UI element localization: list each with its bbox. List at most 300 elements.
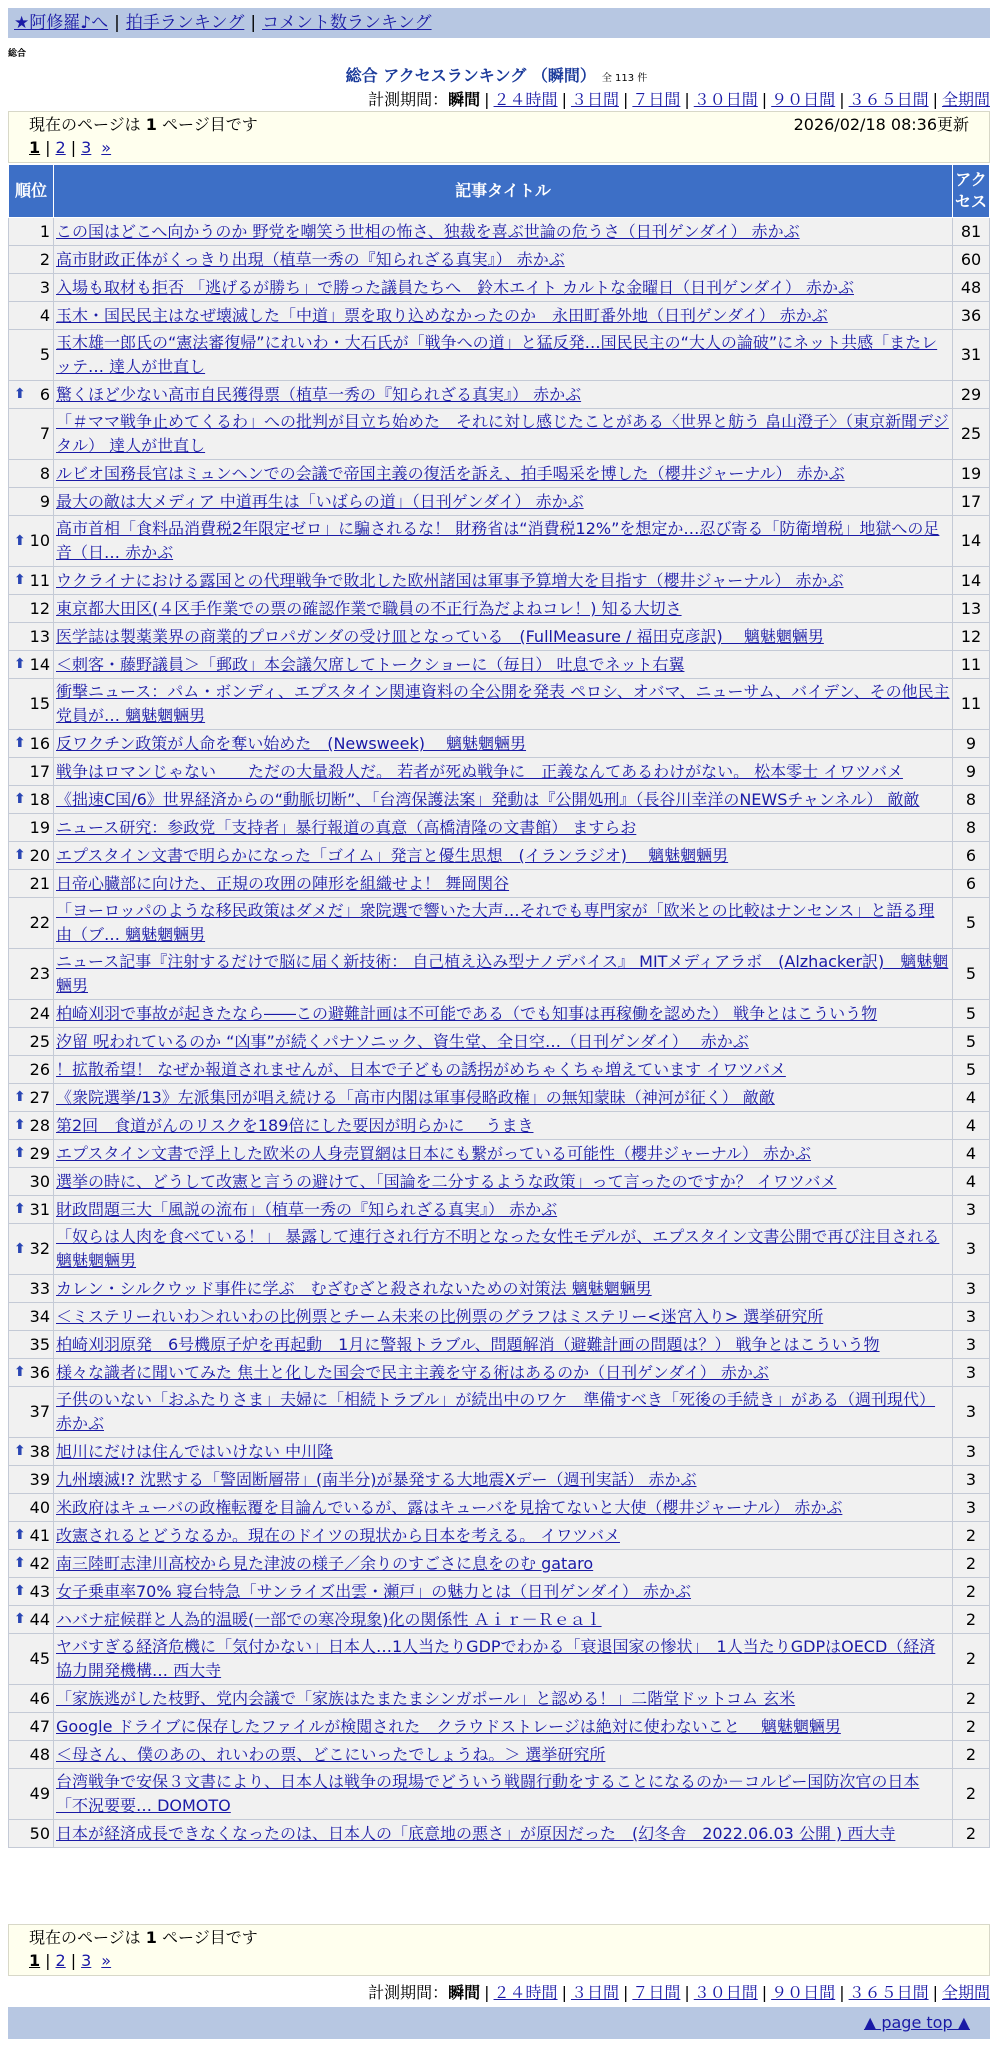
- rank-number: 35: [29, 1335, 50, 1354]
- period-current: 瞬間: [448, 1983, 481, 2002]
- rank-number: 1: [39, 222, 50, 241]
- table-row: [9, 898, 990, 949]
- rank-cell: [9, 1196, 54, 1224]
- period-3d[interactable]: ３日間: [570, 1983, 619, 2002]
- table-row: [9, 1275, 990, 1303]
- article-link[interactable]: 柏崎刈羽原発 6号機原子炉を再起動 1月に警報トラブル、問題解消（避難計画の問題は？） 戦争とはこういう物: [56, 1335, 880, 1354]
- rank-number: 23: [29, 964, 50, 983]
- page-top-link[interactable]: ▲ page top ▲: [863, 2013, 970, 2032]
- article-link[interactable]: ＜ミステリーれいわ＞れいわの比例票とチーム未来の比例票のグラフはミステリー<迷宮入り> 選挙研究所: [56, 1307, 824, 1326]
- title-cell: [54, 758, 953, 786]
- article-link[interactable]: 衝撃ニュース：パム・ボンディ、エプスタイン関連資料の全公開を発表 ペロシ、オバマ、ニューサム、バイデン、その他民主党員が… 魑魅魍魎男: [56, 682, 950, 725]
- rank-number: 36: [29, 1363, 50, 1382]
- top-nav: [8, 8, 990, 38]
- table-row: [9, 1550, 990, 1578]
- access-count: 3: [953, 1387, 990, 1438]
- article-link[interactable]: 子供のいない「おふたりさま」夫婦に「相続トラブル」が続出中のワケ 準備すべき「死後の手続き」がある（週刊現代） 赤かぶ: [56, 1390, 936, 1433]
- title-cell: [54, 1112, 953, 1140]
- rank-cell: [9, 1578, 54, 1606]
- table-row: [9, 274, 990, 302]
- access-count: 3: [953, 1438, 990, 1466]
- rank-up-arrow-icon: ⬆: [14, 847, 26, 863]
- period-all[interactable]: 全期間: [941, 1983, 990, 2002]
- rank-number: 4: [39, 306, 50, 325]
- rank-number: 11: [29, 571, 50, 590]
- access-count: 4: [953, 1140, 990, 1168]
- rank-number: 37: [29, 1402, 50, 1421]
- access-count: 2: [953, 1522, 990, 1550]
- period-selector-top: 計測期間：瞬間 | ２４時間 | ３日間 | ７日間 | ３０日間 | ９０日間 | ３６５日間 | 全期間: [368, 90, 990, 109]
- period-24h[interactable]: ２４時間: [493, 1983, 558, 2002]
- page-next[interactable]: »: [101, 138, 112, 157]
- access-count: 3: [953, 1275, 990, 1303]
- article-link[interactable]: 台湾戦争で安保３文書により、日本人は戦争の現場でどういう戦闘行動をすることになるのか－コルビー国防次官の日本「不況要要… DOMOTO: [56, 1772, 920, 1815]
- rank-up-arrow-icon: ⬆: [14, 1089, 26, 1105]
- page-next[interactable]: »: [101, 1951, 112, 1970]
- title-cell: [54, 1713, 953, 1741]
- rank-cell: [9, 488, 54, 516]
- rank-cell: [9, 516, 54, 567]
- rank-number: 2: [39, 250, 50, 269]
- table-row: [9, 595, 990, 623]
- title-cell: [54, 381, 953, 409]
- rank-number: 28: [29, 1116, 50, 1135]
- period-30d[interactable]: ３０日間: [693, 90, 758, 109]
- article-link[interactable]: 東京都大田区(４区手作業での票の確認作業で職員の不正行為だよねコレ！) 知る大切さ: [56, 599, 682, 618]
- title-cell: [54, 1056, 953, 1084]
- page-link-3[interactable]: 3: [81, 1951, 92, 1970]
- table-row: [9, 1056, 990, 1084]
- article-link[interactable]: この国はどこへ向かうのか 野党を嘲笑う世相の怖さ、独裁を喜ぶ世論の危うさ（日刊ゲンダイ） 赤かぶ: [56, 222, 800, 241]
- rank-number: 16: [29, 734, 50, 753]
- rank-cell: [9, 1820, 54, 1848]
- article-link[interactable]: 日本が経済成長できなくなったのは、日本人の「底意地の悪さ」が原因だった (幻冬舎 2022.06.03 公開 ) 西大寺: [56, 1824, 896, 1843]
- rank-cell: [9, 381, 54, 409]
- rank-number: 18: [29, 790, 50, 809]
- period-365d[interactable]: ３６５日間: [848, 90, 929, 109]
- title-cell: [54, 1741, 953, 1769]
- rank-up-arrow-icon: ⬆: [14, 735, 26, 751]
- access-count: 2: [953, 1713, 990, 1741]
- total-count: 全 113 件: [601, 73, 648, 84]
- rank-number: 47: [29, 1717, 50, 1736]
- title-cell: [54, 1275, 953, 1303]
- access-count: 2: [953, 1741, 990, 1769]
- rank-cell: [9, 302, 54, 330]
- table-row: [9, 679, 990, 730]
- article-link[interactable]: 「家族逃がした枝野、党内会議で「家族はたまたまシンガポール」と認める！」二階堂ドットコム 玄米: [56, 1689, 796, 1708]
- access-count: 4: [953, 1084, 990, 1112]
- rank-cell: [9, 842, 54, 870]
- table-row: [9, 1112, 990, 1140]
- rank-cell: [9, 1056, 54, 1084]
- table-row: [9, 1331, 990, 1359]
- rank-number: 24: [29, 1004, 50, 1023]
- rank-cell: [9, 1224, 54, 1275]
- rank-cell: [9, 1685, 54, 1713]
- article-link[interactable]: 入場も取材も拒否 「逃げるが勝ち」で勝った議員たちへ 鈴木エイト カルトな金曜日（日刊ゲンダイ） 赤かぶ: [56, 278, 854, 297]
- rank-cell: [9, 1331, 54, 1359]
- rank-cell: [9, 1466, 54, 1494]
- period-7d[interactable]: ７日間: [632, 1983, 681, 2002]
- article-link[interactable]: 反ワクチン政策が人命を奪い始めた (Newsweek) 魑魅魍魎男: [56, 734, 527, 753]
- article-link[interactable]: 財政問題三大「風説の流布」（植草一秀の『知られざる真実』） 赤かぶ: [56, 1200, 558, 1219]
- article-link[interactable]: 驚くほど少ない高市自民獲得票（植草一秀の『知られざる真実』） 赤かぶ: [56, 385, 582, 404]
- period-3d[interactable]: ３日間: [570, 90, 619, 109]
- page-link-2[interactable]: 2: [55, 138, 66, 157]
- table-row: [9, 218, 990, 246]
- rank-up-arrow-icon: ⬆: [14, 791, 26, 807]
- article-link[interactable]: 南三陸町志津川高校から見た津波の様子／余りのすごさに息をのむ gataro: [56, 1554, 594, 1573]
- title-cell: [54, 1685, 953, 1713]
- article-link[interactable]: 汐留 呪われているのか “凶事”が続くパナソニック、資生堂、全日空…（日刊ゲンダイ） 赤かぶ: [56, 1032, 749, 1051]
- rank-cell: [9, 409, 54, 460]
- article-link[interactable]: 医学誌は製薬業界の商業的プロパガンダの受け皿となっている (FullMeasure / 福田克彦訳) 魑魅魍魎男: [56, 627, 824, 646]
- header-access: アクセス: [953, 165, 990, 218]
- table-row: [9, 1224, 990, 1275]
- table-row: [9, 730, 990, 758]
- table-row: [9, 516, 990, 567]
- access-count: 4: [953, 1168, 990, 1196]
- table-row: [9, 246, 990, 274]
- title-cell: [54, 1820, 953, 1848]
- applause-ranking-link[interactable]: 拍手ランキング: [125, 13, 245, 33]
- title-cell: [54, 1303, 953, 1331]
- period-current: 瞬間: [448, 90, 481, 109]
- rank-cell: [9, 870, 54, 898]
- rank-number: 38: [29, 1442, 50, 1461]
- rank-number: 31: [29, 1200, 50, 1219]
- page-title-row: [0, 63, 993, 86]
- table-row: [9, 651, 990, 679]
- table-row: [9, 1578, 990, 1606]
- access-count: 5: [953, 1000, 990, 1028]
- updated-time: 2026/02/18 08:36更新: [793, 115, 969, 134]
- title-cell: [54, 1494, 953, 1522]
- rank-cell: [9, 1522, 54, 1550]
- title-cell: [54, 651, 953, 679]
- table-row: [9, 949, 990, 1000]
- rank-number: 49: [29, 1784, 50, 1803]
- rank-cell: [9, 567, 54, 595]
- period-24h[interactable]: ２４時間: [493, 90, 558, 109]
- table-row: [9, 1741, 990, 1769]
- period-label: 計測期間：: [368, 1983, 449, 2002]
- article-link[interactable]: 改憲されるとどうなるか。現在のドイツの現状から日本を考える。 イワツバメ: [56, 1526, 620, 1545]
- rank-up-arrow-icon: ⬆: [14, 1117, 26, 1133]
- title-cell: [54, 409, 953, 460]
- access-count: 11: [953, 679, 990, 730]
- rank-cell: [9, 595, 54, 623]
- access-count: 6: [953, 870, 990, 898]
- access-count: 2: [953, 1578, 990, 1606]
- article-link[interactable]: 高市財政正体がくっきり出現（植草一秀の『知られざる真実』） 赤かぶ: [56, 250, 565, 269]
- rank-number: 21: [29, 874, 50, 893]
- rank-cell: [9, 1028, 54, 1056]
- rank-cell: [9, 246, 54, 274]
- article-link[interactable]: 高市首相「食料品消費税2年限定ゼロ」に騙されるな！ 財務省は“消費税12%”を想定か…忍び寄る「防衛増税」地獄への足音（日… 赤かぶ: [56, 519, 940, 562]
- table-row: [9, 842, 990, 870]
- rank-number: 15: [29, 694, 50, 713]
- access-count: 14: [953, 516, 990, 567]
- period-30d[interactable]: ３０日間: [693, 1983, 758, 2002]
- rank-cell: [9, 730, 54, 758]
- title-cell: [54, 949, 953, 1000]
- table-row: [9, 1685, 990, 1713]
- rank-number: 9: [39, 492, 50, 511]
- article-link[interactable]: 米政府はキューバの政権転覆を目論んでいるが、露はキューバを見捨てないと大使（櫻井ジャーナル） 赤かぶ: [56, 1498, 843, 1517]
- title-cell: [54, 1606, 953, 1634]
- table-row: [9, 1359, 990, 1387]
- period-90d[interactable]: ９０日間: [771, 1983, 836, 2002]
- article-link[interactable]: 日帝心臓部に向けた、正規の攻囲の陣形を組織せよ！ 舞岡関谷: [56, 874, 510, 893]
- rank-up-arrow-icon: ⬆: [14, 1555, 26, 1571]
- page-current: 1: [29, 1951, 41, 1970]
- article-link[interactable]: ニュース研究：参政党「支持者」暴行報道の真意（高橋清隆の文書館） ますらお: [56, 818, 637, 837]
- rank-cell: [9, 1494, 54, 1522]
- table-row: [9, 1000, 990, 1028]
- access-count: 12: [953, 623, 990, 651]
- page-link-3[interactable]: 3: [81, 138, 92, 157]
- current-page-text: 現在のページは 1 ページ目です: [29, 115, 258, 134]
- rank-cell: [9, 1303, 54, 1331]
- title-cell: [54, 1578, 953, 1606]
- article-link[interactable]: 旭川にだけは住んではいけない 中川隆: [56, 1442, 334, 1461]
- period-all[interactable]: 全期間: [941, 90, 990, 109]
- pager-bottom: 現在のページは 1 ページ目です 1 | 2 | 3 »: [8, 1924, 990, 1976]
- article-link[interactable]: 九州壊滅!? 沈黙する「警固断層帯」(南半分)が暴発する大地震Xデー（週刊実話） 赤かぶ: [56, 1470, 697, 1489]
- rank-cell: [9, 1387, 54, 1438]
- title-cell: [54, 488, 953, 516]
- rank-cell: [9, 1713, 54, 1741]
- access-count: 36: [953, 302, 990, 330]
- title-cell: [54, 1331, 953, 1359]
- article-link[interactable]: エプスタイン文書で浮上した欧米の人身売買網は日本にも繋がっている可能性（櫻井ジャーナル） 赤かぶ: [56, 1144, 812, 1163]
- home-link[interactable]: ★阿修羅♪へ: [14, 13, 109, 33]
- table-row: [9, 1634, 990, 1685]
- title-cell: [54, 1550, 953, 1578]
- title-cell: [54, 1387, 953, 1438]
- rank-up-arrow-icon: ⬆: [14, 1527, 26, 1543]
- table-row: [9, 758, 990, 786]
- article-link[interactable]: 選挙の時に、どうして改憲と言うの避けて、「国論を二分するような政策」って言ったのですか？ イワツバメ: [56, 1172, 837, 1191]
- title-cell: [54, 870, 953, 898]
- access-count: 3: [953, 1359, 990, 1387]
- rank-up-arrow-icon: ⬆: [14, 1443, 26, 1459]
- separator: |: [114, 13, 120, 33]
- pager-top: 現在のページは 1 ページ目です 2026/02/18 08:36更新 1 | 2 | 3 »: [8, 111, 990, 163]
- rank-up-arrow-icon: ⬆: [14, 656, 26, 672]
- bottom-bar: [8, 2007, 990, 2039]
- title-cell: [54, 814, 953, 842]
- rank-number: 8: [39, 464, 50, 483]
- table-row: [9, 814, 990, 842]
- table-row: [9, 1769, 990, 1820]
- table-row: [9, 1606, 990, 1634]
- rank-cell: [9, 1275, 54, 1303]
- rank-cell: [9, 274, 54, 302]
- table-row: [9, 623, 990, 651]
- article-link[interactable]: 《拙速C国/6》世界経済からの“動脈切断”、「台湾保護法案」発動は『公開処刑』（長谷川幸洋のNEWSチャンネル） 敵敵: [56, 790, 920, 809]
- table-row: [9, 488, 990, 516]
- title-cell: [54, 330, 953, 381]
- access-count: 2: [953, 1769, 990, 1820]
- rank-number: 22: [29, 913, 50, 932]
- title-cell: [54, 1769, 953, 1820]
- access-count: 5: [953, 898, 990, 949]
- rank-number: 25: [29, 1032, 50, 1051]
- rank-number: 20: [29, 846, 50, 865]
- page-link-2[interactable]: 2: [55, 1951, 66, 1970]
- title-cell: [54, 730, 953, 758]
- rank-cell: [9, 623, 54, 651]
- rank-up-arrow-icon: ⬆: [14, 1583, 26, 1599]
- table-row: [9, 1387, 990, 1438]
- access-count: 11: [953, 651, 990, 679]
- article-link[interactable]: ！拡散希望！ なぜか報道されませんが、日本で子どもの誘拐がめちゃくちゃ増えています イワツバメ: [56, 1060, 786, 1079]
- title-cell: [54, 1084, 953, 1112]
- title-cell: [54, 1438, 953, 1466]
- rank-up-arrow-icon: ⬆: [14, 533, 26, 549]
- page-title: 総合 アクセスランキング （瞬間）: [345, 66, 596, 85]
- article-link[interactable]: 柏崎刈羽で事故が起きたなら――この避難計画は不可能である（でも知事は再稼働を認めた） 戦争とはこういう物: [56, 1004, 878, 1023]
- table-row: [9, 1713, 990, 1741]
- access-count: 5: [953, 1056, 990, 1084]
- article-link[interactable]: 玉木雄一郎氏の“憲法審復帰”にれいわ・大石氏が「戦争への道」と猛反発…国民民主の“大人の論破”にネット共感「またレッテ… 達人が世直し: [56, 333, 938, 376]
- title-cell: [54, 1000, 953, 1028]
- table-row: [9, 1820, 990, 1848]
- rank-cell: [9, 1438, 54, 1466]
- title-cell: [54, 842, 953, 870]
- rank-number: 45: [29, 1649, 50, 1668]
- title-cell: [54, 302, 953, 330]
- access-count: 81: [953, 218, 990, 246]
- period-90d[interactable]: ９０日間: [771, 90, 836, 109]
- article-link[interactable]: ニュース記事『注射するだけで脳に届く新技術： 自己植え込み型ナノデバイス』 MITメディアラボ (Alzhacker訳) 魑魅魍魎男: [56, 952, 949, 995]
- access-count: 3: [953, 1303, 990, 1331]
- article-link[interactable]: 最大の敵は大メディア 中道再生は「いばらの道」（日刊ゲンダイ） 赤かぶ: [56, 492, 584, 511]
- rank-cell: [9, 1140, 54, 1168]
- access-count: 8: [953, 814, 990, 842]
- table-row: [9, 1494, 990, 1522]
- rank-number: 3: [39, 278, 50, 297]
- article-link[interactable]: 女子乗車率70% 寝台特急「サンライズ出雲・瀬戸」の魅力とは（日刊ゲンダイ） 赤かぶ: [56, 1582, 692, 1601]
- title-cell: [54, 1359, 953, 1387]
- article-link[interactable]: ハバナ症候群と人為的温暖(一部での寒冷現象)化の関係性 Ａｉｒ－Ｒｅａｌ: [56, 1610, 602, 1629]
- article-link[interactable]: 様々な識者に聞いてみた 焦土と化した国会で民主主義を守る術はあるのか（日刊ゲンダイ） 赤かぶ: [56, 1363, 769, 1382]
- rank-number: 48: [29, 1745, 50, 1764]
- rank-cell: [9, 949, 54, 1000]
- title-cell: [54, 898, 953, 949]
- article-link[interactable]: 玉木・国民民主はなぜ壊滅した「中道」票を取り込めなかったのか 永田町番外地（日刊ゲンダイ） 赤かぶ: [56, 306, 828, 325]
- rank-cell: [9, 1634, 54, 1685]
- header-rank: 順位: [9, 165, 54, 218]
- title-cell: [54, 274, 953, 302]
- rank-number: 13: [29, 627, 50, 646]
- table-row: [9, 1303, 990, 1331]
- header-title: 記事タイトル: [54, 165, 953, 218]
- rank-cell: [9, 1168, 54, 1196]
- table-row: [9, 1028, 990, 1056]
- title-cell: [54, 246, 953, 274]
- rank-number: 7: [39, 424, 50, 443]
- table-row: [9, 302, 990, 330]
- article-link[interactable]: 《衆院選挙/13》左派集団が唱え続ける「高市内閣は軍事侵略政権」の無知蒙昧（神河が征く） 敵敵: [56, 1088, 775, 1107]
- rank-number: 42: [29, 1554, 50, 1573]
- rank-number: 41: [29, 1526, 50, 1545]
- article-link[interactable]: ＜母さん、僕のあの、れいわの票、どこにいったでしょうね。＞ 選挙研究所: [56, 1745, 606, 1764]
- title-cell: [54, 679, 953, 730]
- title-cell: [54, 1196, 953, 1224]
- title-cell: [54, 460, 953, 488]
- title-cell: [54, 786, 953, 814]
- access-count: 2: [953, 1606, 990, 1634]
- category-label: 総合: [8, 49, 27, 59]
- rank-number: 33: [29, 1279, 50, 1298]
- rank-cell: [9, 330, 54, 381]
- period-365d[interactable]: ３６５日間: [848, 1983, 929, 2002]
- article-link[interactable]: エプスタイン文書で明らかになった「ゴイム」発言と優生思想 (イランラジオ) 魑魅魍魎男: [56, 846, 729, 865]
- table-row: [9, 786, 990, 814]
- article-link[interactable]: ＜刺客・藤野議員＞「郵政」本会議欠席してトークショーに（毎日） 吐息でネット右翼: [56, 655, 685, 674]
- rank-number: 44: [29, 1610, 50, 1629]
- rank-number: 27: [29, 1088, 50, 1107]
- article-link[interactable]: Google ドライブに保存したファイルが検閲された クラウドストレージは絶対に使わないこと 魑魅魍魎男: [56, 1717, 841, 1736]
- rank-cell: [9, 814, 54, 842]
- table-header-row: [9, 165, 990, 218]
- rank-up-arrow-icon: ⬆: [14, 386, 26, 402]
- access-count: 5: [953, 1028, 990, 1056]
- article-link[interactable]: 「奴らは人肉を食べている！」 暴露して連行され行方不明となった女性モデルが、エプスタイン文書公開で再び注目される 魑魅魍魎男: [56, 1227, 940, 1270]
- rank-cell: [9, 758, 54, 786]
- article-link[interactable]: ウクライナにおける露国との代理戦争で敗北した欧州諸国は軍事予算増大を目指す（櫻井ジャーナル） 赤かぶ: [56, 571, 844, 590]
- access-count: 13: [953, 595, 990, 623]
- title-cell: [54, 1140, 953, 1168]
- rank-number: 26: [29, 1060, 50, 1079]
- table-row: [9, 1522, 990, 1550]
- article-link[interactable]: ルビオ国務長官はミュンヘンでの会議で帝国主義の復活を訴え、拍手喝采を博した（櫻井ジャーナル） 赤かぶ: [56, 464, 845, 483]
- access-count: 3: [953, 1466, 990, 1494]
- article-link[interactable]: 「ヨーロッパのような移民政策はダメだ」衆院選で響いた大声…それでも専門家が「欧米との比較はナンセンス」と語る理由（ブ… 魑魅魍魎男: [56, 901, 935, 944]
- table-row: [9, 330, 990, 381]
- access-count: 3: [953, 1224, 990, 1275]
- table-row: [9, 1168, 990, 1196]
- table-row: [9, 409, 990, 460]
- article-link[interactable]: 戦争はロマンじゃない ただの大量殺人だ。 若者が死ぬ戦争に 正義なんてあるわけがない。 松本零士 イワツバメ: [56, 762, 903, 781]
- current-page-text: 現在のページは 1 ページ目です: [29, 1928, 258, 1947]
- table-row: [9, 1140, 990, 1168]
- title-cell: [54, 1168, 953, 1196]
- article-link[interactable]: カレン・シルクウッド事件に学ぶ むざむざと殺されないための対策法 魑魅魍魎男: [56, 1279, 652, 1298]
- article-link[interactable]: ヤバすぎる経済危機に「気付かない」日本人…1人当たりGDPでわかる「衰退国家の惨状」 1人当たりGDPはOECD（経済協力開発機構… 西大寺: [56, 1637, 936, 1680]
- separator: |: [250, 13, 257, 33]
- rank-cell: [9, 786, 54, 814]
- article-link[interactable]: 「＃ママ戦争止めてくるわ」への批判が目立ち始めた それに対し感じたことがある〈世界と舫う 畠山澄子〉（東京新聞デジタル） 達人が世直し: [56, 412, 949, 455]
- access-count: 31: [953, 330, 990, 381]
- article-link[interactable]: 第2回 食道がんのリスクを189倍にした要因が明らかに うまき: [56, 1116, 534, 1135]
- access-count: 9: [953, 730, 990, 758]
- rank-up-arrow-icon: ⬆: [14, 1145, 26, 1161]
- period-7d[interactable]: ７日間: [632, 90, 681, 109]
- access-count: 2: [953, 1820, 990, 1848]
- table-row: [9, 381, 990, 409]
- rank-number: 17: [29, 762, 50, 781]
- comment-ranking-link[interactable]: コメント数ランキング: [262, 13, 432, 33]
- rank-number: 19: [29, 818, 50, 837]
- rank-number: 10: [29, 531, 50, 550]
- period-selector-bottom: 計測期間：瞬間 | ２４時間 | ３日間 | ７日間 | ３０日間 | ９０日間 | ３６５日間 | 全期間: [368, 1983, 990, 2002]
- rank-cell: [9, 1112, 54, 1140]
